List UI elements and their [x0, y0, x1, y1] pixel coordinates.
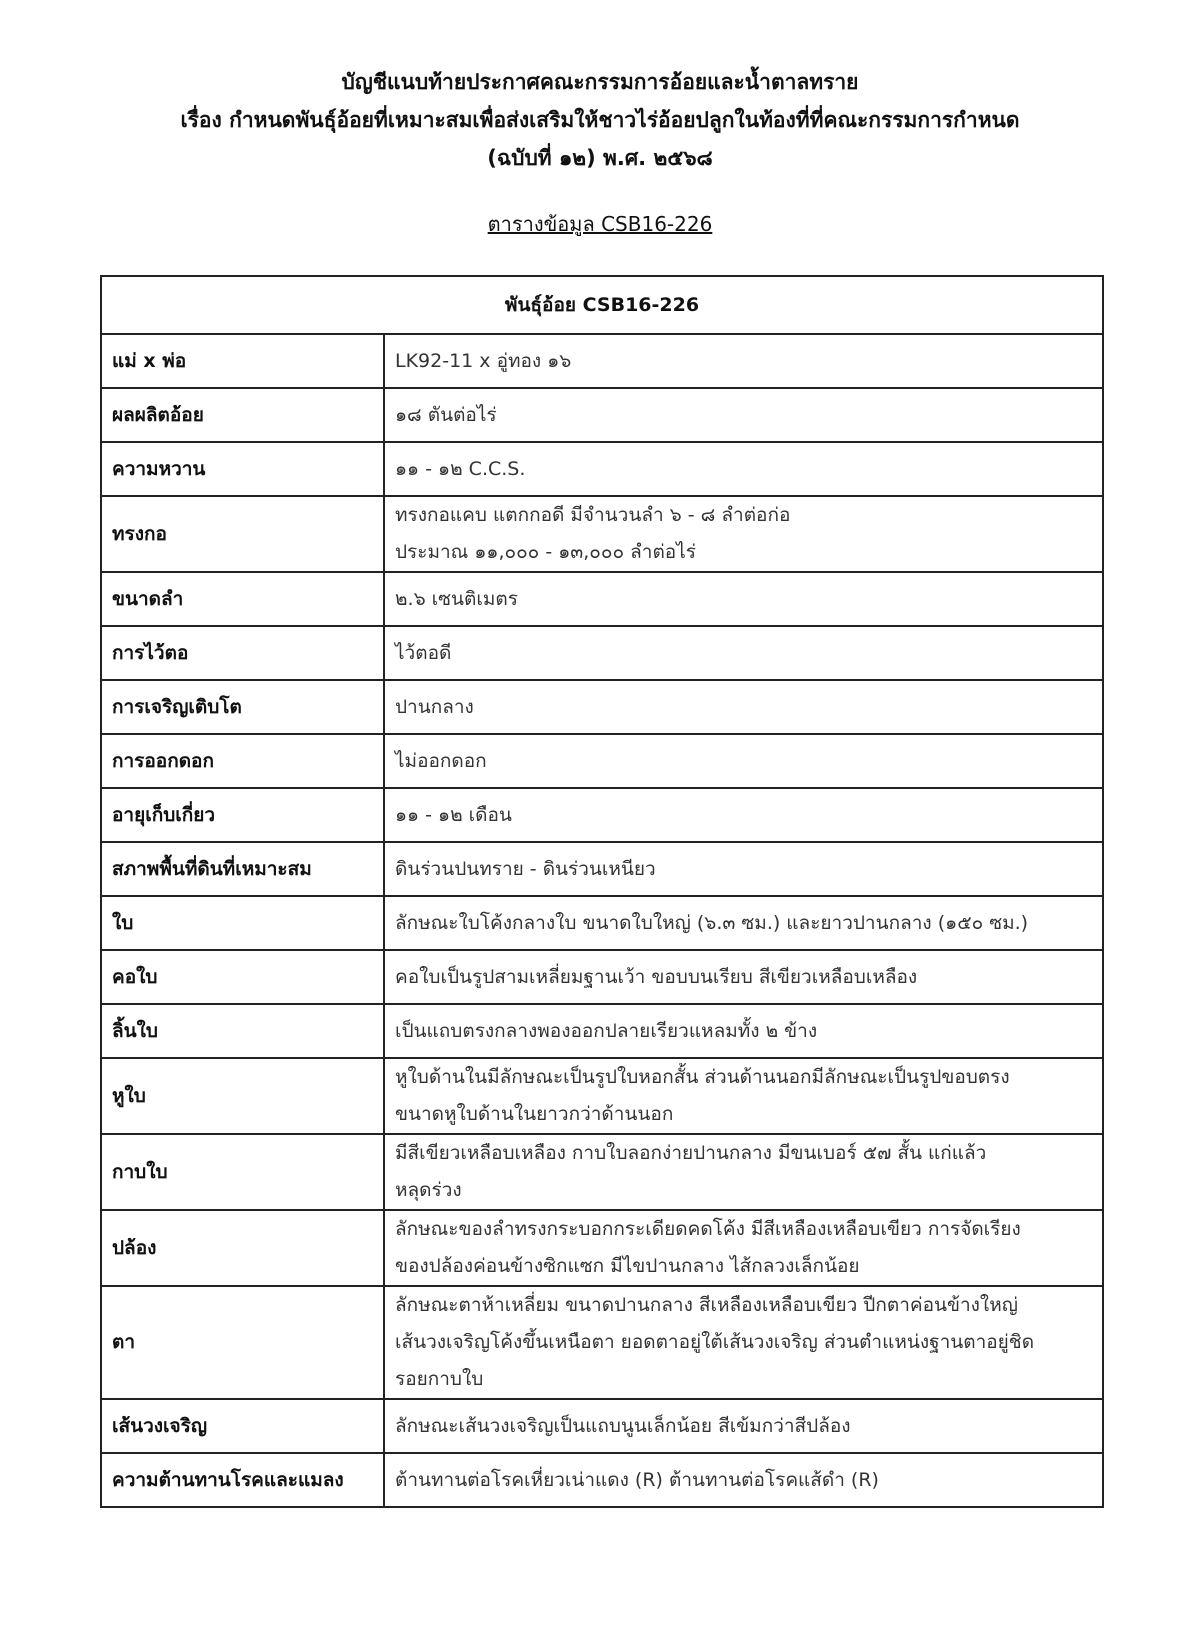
row-value — [384, 1134, 1103, 1210]
row-value — [384, 680, 1103, 734]
row-value — [384, 1058, 1103, 1134]
table-row — [101, 388, 1103, 442]
row-label: ความต้านทานโรคและแมลง — [101, 1453, 384, 1507]
row-value — [384, 1286, 1103, 1399]
variety-data-table — [100, 275, 1104, 1508]
row-label: ตา — [101, 1286, 384, 1399]
row-label: การไว้ตอ — [101, 626, 384, 680]
row-value — [384, 896, 1103, 950]
table-row — [101, 950, 1103, 1004]
table-row — [101, 334, 1103, 388]
row-value — [384, 1210, 1103, 1286]
table-row — [101, 1004, 1103, 1058]
row-value-line: ลักษณะของลำทรงกระบอกกระเดียดคดโค้ง มีสีเหลืองเหลือบเขียว การจัดเรียง — [395, 1218, 1021, 1240]
table-row — [101, 1058, 1103, 1134]
row-value-line: ดินร่วนปนทราย - ดินร่วนเหนียว — [395, 857, 656, 880]
row-value-line: ต้านทานต่อโรคเหี่ยวเน่าแดง (R) ต้านทานต่อโรคแส้ดำ (R) — [395, 1468, 879, 1491]
row-value-line: ประมาณ ๑๑,๐๐๐ - ๑๓,๐๐๐ ลำต่อไร่ — [395, 541, 696, 563]
row-value-line: ลักษณะตาห้าเหลี่ยม ขนาดปานกลาง สีเหลืองเหลือบเขียว ปีกตาค่อนข้างใหญ่ — [395, 1294, 1018, 1316]
row-label: คอใบ — [101, 950, 384, 1004]
table-row — [101, 1286, 1103, 1399]
row-value-line: หลุดร่วง — [395, 1179, 462, 1201]
row-label: ทรงกอ — [101, 496, 384, 572]
table-row — [101, 1399, 1103, 1453]
table-title: พันธุ์อ้อย CSB16-226 — [101, 276, 1103, 334]
row-value — [384, 334, 1103, 388]
row-value-line: ลักษณะเส้นวงเจริญเป็นแถบนูนเล็กน้อย สีเข้มกว่าสีปล้อง — [395, 1414, 851, 1437]
row-value — [384, 1399, 1103, 1453]
document-title: บัญชีแนบท้ายประกาศคณะกรรมการอ้อยและน้ำตาลทราย — [341, 70, 859, 94]
table-row — [101, 788, 1103, 842]
row-value-line: ๑๑ - ๑๒ C.C.S. — [395, 457, 526, 480]
table-caption-text: ตารางข้อมูล CSB16-226 — [487, 212, 713, 236]
row-value — [384, 842, 1103, 896]
row-label: การออกดอก — [101, 734, 384, 788]
row-value-line: คอใบเป็นรูปสามเหลี่ยมฐานเว้า ขอบบนเรียบ สีเขียวเหลือบเหลือง — [395, 965, 918, 988]
row-value-line: เป็นแถบตรงกลางพองออกปลายเรียวแหลมทั้ง ๒ ข้าง — [395, 1019, 818, 1042]
row-value — [384, 572, 1103, 626]
row-label: ขนาดลำ — [101, 572, 384, 626]
table-row — [101, 842, 1103, 896]
table-row — [101, 1134, 1103, 1210]
row-label: ความหวาน — [101, 442, 384, 496]
row-label: หูใบ — [101, 1058, 384, 1134]
row-value — [384, 1453, 1103, 1507]
row-label: เส้นวงเจริญ — [101, 1399, 384, 1453]
row-value-line: ไว้ตอดี — [395, 641, 452, 664]
table-row — [101, 496, 1103, 572]
row-value-line: ไม่ออกดอก — [395, 749, 487, 772]
document-edition: (ฉบับที่ ๑๒) พ.ศ. ๒๕๖๘ — [487, 146, 713, 170]
table-row — [101, 442, 1103, 496]
row-label: แม่ x พ่อ — [101, 334, 384, 388]
row-label: กาบใบ — [101, 1134, 384, 1210]
row-value-line: ๒.๖ เซนติเมตร — [395, 587, 518, 610]
row-value — [384, 1004, 1103, 1058]
row-value-line: เส้นวงเจริญโค้งขึ้นเหนือตา ยอดตาอยู่ใต้เส้นวงเจริญ ส่วนตำแหน่งฐานตาอยู่ชิด — [395, 1331, 1035, 1353]
table-row — [101, 680, 1103, 734]
row-label: การเจริญเติบโต — [101, 680, 384, 734]
row-value-line: หูใบด้านในมีลักษณะเป็นรูปใบหอกสั้น ส่วนด้านนอกมีลักษณะเป็นรูปขอบตรง — [395, 1066, 1010, 1088]
row-value-line: ๑๘ ตันต่อไร่ — [395, 403, 497, 426]
row-value-line: มีสีเขียวเหลือบเหลือง กาบใบลอกง่ายปานกลาง มีขนเบอร์ ๕๗ สั้น แก่แล้ว — [395, 1142, 987, 1164]
row-value — [384, 496, 1103, 572]
row-value — [384, 950, 1103, 1004]
row-value-line: ปานกลาง — [395, 695, 474, 718]
table-row — [101, 572, 1103, 626]
row-value-line: ของปล้องค่อนข้างซิกแซก มีไขปานกลาง ไส้กลวงเล็กน้อย — [395, 1255, 860, 1277]
row-value — [384, 734, 1103, 788]
row-value-line: รอยกาบใบ — [395, 1368, 484, 1390]
row-label: อายุเก็บเกี่ยว — [101, 788, 384, 842]
row-label: ปล้อง — [101, 1210, 384, 1286]
row-label: ใบ — [101, 896, 384, 950]
row-value — [384, 388, 1103, 442]
row-value — [384, 788, 1103, 842]
row-value — [384, 442, 1103, 496]
row-value-line: ๑๑ - ๑๒ เดือน — [395, 803, 512, 826]
document-subject: เรื่อง กำหนดพันธุ์อ้อยที่เหมาะสมเพื่อส่งเสริมให้ชาวไร่อ้อยปลูกในท้องที่ที่คณะกรรมการกำหนด — [180, 108, 1020, 132]
row-value-line: ขนาดหูใบด้านในยาวกว่าด้านนอก — [395, 1103, 674, 1125]
table-row — [101, 1453, 1103, 1507]
row-value-line: ลักษณะใบโค้งกลางใบ ขนาดใบใหญ่ (๖.๓ ซม.) และยาวปานกลาง (๑๕๐ ซม.) — [395, 911, 1029, 934]
table-row — [101, 1210, 1103, 1286]
row-label: ผลผลิตอ้อย — [101, 388, 384, 442]
table-row — [101, 896, 1103, 950]
row-value — [384, 626, 1103, 680]
table-row — [101, 734, 1103, 788]
row-label: ลิ้นใบ — [101, 1004, 384, 1058]
table-row — [101, 626, 1103, 680]
row-value-line: ทรงกอแคบ แตกกอดี มีจำนวนลำ ๖ - ๘ ลำต่อก่อ — [395, 504, 791, 526]
row-value-line: LK92-11 x อู่ทอง ๑๖ — [395, 349, 572, 372]
table-caption — [0, 208, 1200, 240]
row-label: สภาพพื้นที่ดินที่เหมาะสม — [101, 842, 384, 896]
